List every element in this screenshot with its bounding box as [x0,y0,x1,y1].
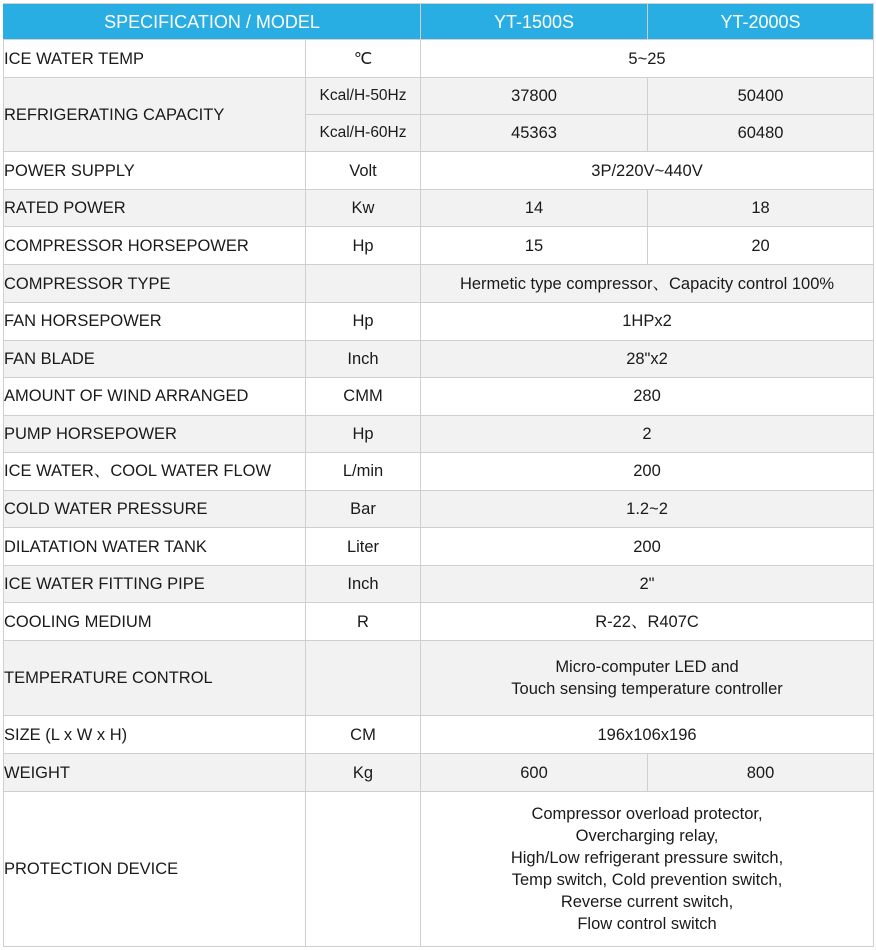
value-line: High/Low refrigerant pressure switch, [510,848,784,867]
row-value: 196x106x196 [421,716,874,754]
row-value [421,641,874,716]
row-label: PROTECTION DEVICE [4,791,306,946]
row-unit: Hp [306,227,421,265]
row-label: TEMPERATURE CONTROL [4,641,306,716]
row-label: FAN HORSEPOWER [4,302,306,340]
value-yt1500s: 600 [421,754,648,791]
row-cold-water-pressure [4,490,874,527]
row-unit: Inch [306,566,421,603]
row-label: FAN BLADE [4,340,306,377]
row-cooling-medium [4,603,874,641]
row-water-flow [4,452,874,490]
row-unit: Kw [306,190,421,227]
row-unit: R [306,603,421,641]
row-value: 5~25 [421,40,874,78]
row-unit: Hp [306,302,421,340]
row-label: WEIGHT [4,754,306,791]
row-temperature-control [4,641,874,716]
row-label: PUMP HORSEPOWER [4,415,306,452]
row-unit [306,265,421,302]
row-pump-horsepower [4,415,874,452]
value-line: Overcharging relay, [575,826,719,845]
row-value: 200 [421,528,874,566]
spec-table [3,3,874,947]
row-value: 280 [421,377,874,415]
row-value: Hermetic type compressor、Capacity control 100% [421,265,874,302]
row-unit: ℃ [306,40,421,78]
row-protection-device [4,791,874,946]
row-value: 1.2~2 [421,490,874,527]
row-fan-blade [4,340,874,377]
row-unit: Hp [306,415,421,452]
value-yt2000s: 60480 [648,115,874,152]
row-value: R-22、R407C [421,603,874,641]
row-unit: CM [306,716,421,754]
row-weight [4,754,874,791]
row-power-supply [4,152,874,190]
row-unit: Liter [306,528,421,566]
row-ice-water-fitting-pipe [4,566,874,603]
header-model-yt2000s: YT-2000S [648,4,874,40]
value-yt1500s: 15 [421,227,648,265]
row-ice-water-temp [4,40,874,78]
value-yt2000s: 20 [648,227,874,265]
row-unit: Kcal/H-60Hz [306,115,421,152]
value-line: Temp switch, Cold prevention switch, [511,870,783,889]
value-yt2000s: 18 [648,190,874,227]
header-spec-model: SPECIFICATION / MODEL [4,4,421,40]
row-value: 200 [421,452,874,490]
row-label: REFRIGERATING CAPACITY [4,78,306,152]
row-label: RATED POWER [4,190,306,227]
value-yt2000s: 800 [648,754,874,791]
row-label: AMOUNT OF WIND ARRANGED [4,377,306,415]
row-value: 2" [421,566,874,603]
row-dilatation-water-tank [4,528,874,566]
row-fan-horsepower [4,302,874,340]
row-label: SIZE (L x W x H) [4,716,306,754]
row-label: COLD WATER PRESSURE [4,490,306,527]
row-compressor-type [4,265,874,302]
value-yt1500s: 37800 [421,78,648,115]
row-rated-power [4,190,874,227]
value-line: Compressor overload protector, [531,804,763,823]
row-label: DILATATION WATER TANK [4,528,306,566]
row-label: ICE WATER、COOL WATER FLOW [4,452,306,490]
row-value: 3P/220V~440V [421,152,874,190]
row-label: COMPRESSOR HORSEPOWER [4,227,306,265]
value-line: Micro-computer LED and [555,658,739,677]
row-unit: Volt [306,152,421,190]
row-value: 1HPx2 [421,302,874,340]
header-model-yt1500s: YT-1500S [421,4,648,40]
row-label: ICE WATER TEMP [4,40,306,78]
row-size [4,716,874,754]
row-label: COMPRESSOR TYPE [4,265,306,302]
row-value [421,791,874,946]
row-label: POWER SUPPLY [4,152,306,190]
row-value: 2 [421,415,874,452]
row-unit: CMM [306,377,421,415]
value-yt1500s: 45363 [421,115,648,152]
value-line: Flow control switch [577,914,717,933]
row-compressor-horsepower [4,227,874,265]
row-amount-of-wind [4,377,874,415]
row-label: ICE WATER FITTING PIPE [4,566,306,603]
row-refrigerating-capacity-50hz [4,78,874,115]
header-row [4,4,874,40]
value-line: Reverse current switch, [560,892,734,911]
value-yt2000s: 50400 [648,78,874,115]
row-unit: Kg [306,754,421,791]
row-unit [306,791,421,946]
row-unit: Bar [306,490,421,527]
row-value: 28"x2 [421,340,874,377]
row-unit: Inch [306,340,421,377]
value-line: Touch sensing temperature controller [511,680,783,699]
row-unit [306,641,421,716]
row-unit: Kcal/H-50Hz [306,78,421,115]
row-label: COOLING MEDIUM [4,603,306,641]
row-unit: L/min [306,452,421,490]
value-yt1500s: 14 [421,190,648,227]
